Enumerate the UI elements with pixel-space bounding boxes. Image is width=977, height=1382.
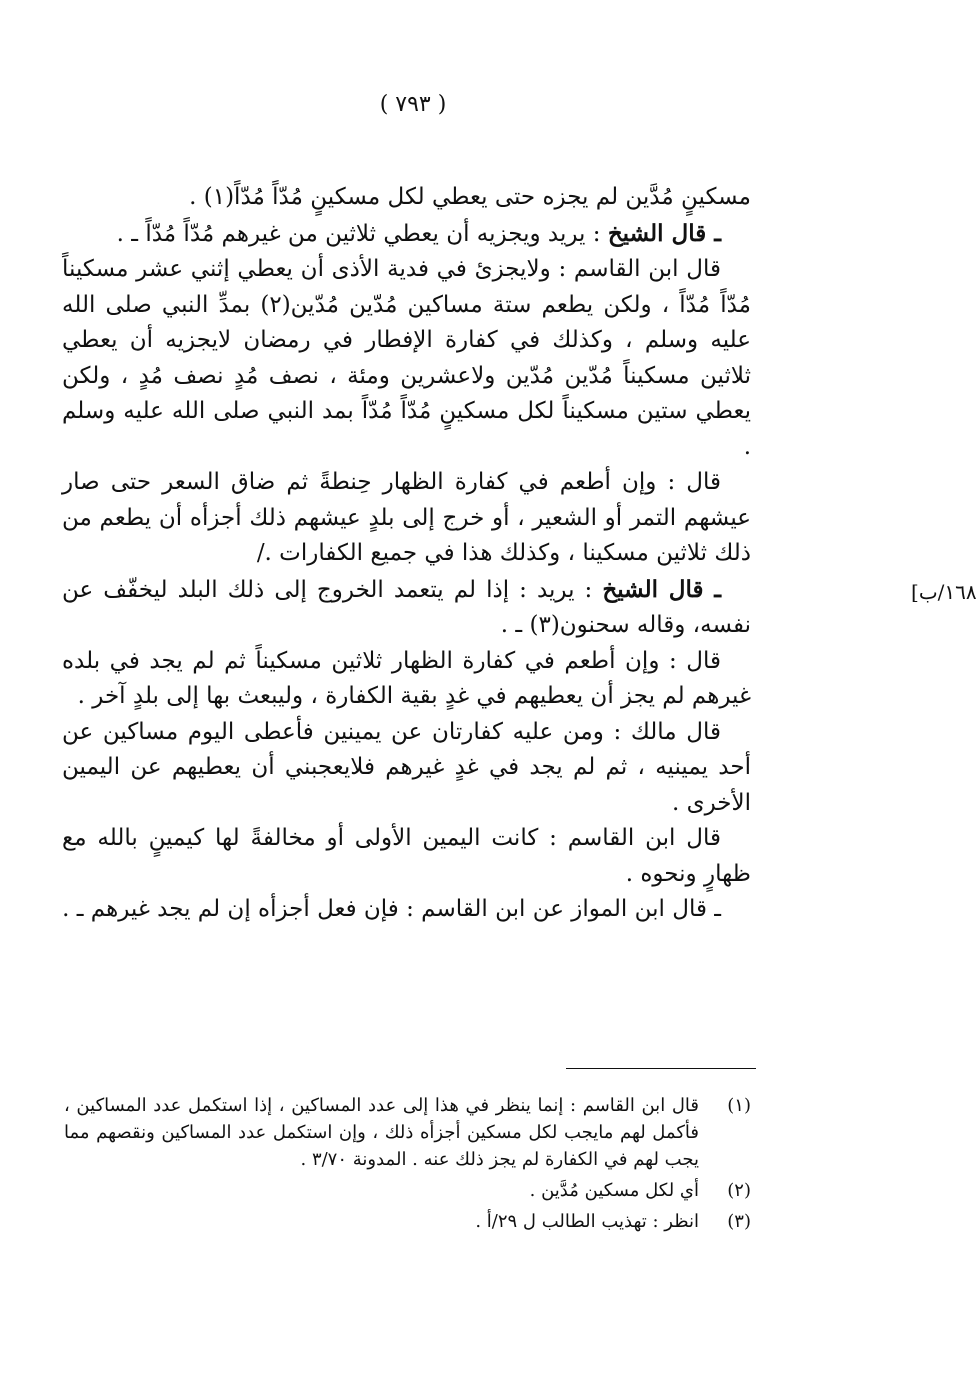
footnote — [64, 1208, 751, 1235]
footnotes — [64, 1092, 751, 1239]
paragraph — [62, 216, 751, 253]
paragraph — [62, 715, 751, 822]
paragraph-text: قال : وإن أطعم في كفارة الظهار حِنطةً ثم ضاق السعر حتى صار عيشهم التمر أو الشعير ، أو خرج إلى بلدٍ عيشهم ذلك أجزأه أن يطعم من ذلك ثلاثين مسكينا ، وكذلك هذا في جميع الكفارات ./ — [62, 469, 751, 566]
footnote-text: قال ابن القاسم : إنما ينظر في هذا إلى عدد المساكين ، إذا استكمل عدد المساكين ، فأكمل لهم مايجب لكل مسكين أجزأه ذلك ، وإن استكمل عدد المساكين ونقصهم مما يجب لهم في الكفارة لم يجز ذلك عنه . المدونة ٣/٧٠ . — [64, 1095, 699, 1170]
paragraph-text: قال مالك : ومن عليه كفارتان عن يمينين فأعطى اليوم مساكين عن أحد يمينيه ، ثم لم يجد في غدٍ غيرهم فلايعجبني أن يعطيهم عن اليمين الأخرى . — [62, 718, 751, 816]
paragraph-text: : يريد : إذا لم يتعمد الخروج إلى ذلك البلد ليخفّف عن نفسه، وقاله سحنون(٣) ـ . — [62, 576, 751, 638]
paragraph — [62, 644, 751, 715]
paragraph — [62, 465, 751, 572]
footnote-number: (٣) — [727, 1211, 751, 1232]
footnote-separator — [566, 1068, 756, 1069]
footnote-number: (١) — [727, 1095, 751, 1116]
footnote-text: انظر : تهذيب الطالب ل ٢٩/أ . — [475, 1211, 699, 1232]
footnote-text: أي لكل مسكين مُدَّين . — [529, 1180, 699, 1201]
paragraph-text: ـ قال ابن المواز عن ابن القاسم : فإن فعل أجزأه إن لم يجد غيرهم ـ . — [62, 896, 721, 922]
body-text — [62, 180, 751, 928]
paragraph-text: مسكينٍ مُدَّين لم يجزه حتى يعطي لكل مسكينٍ مُدّاً مُدّاً(١) . — [189, 184, 751, 210]
footnote — [64, 1177, 751, 1204]
paragraph — [62, 252, 751, 465]
paragraph-text: قال ابن القاسم : ولايجزئ في فدية الأذى أن يعطي إثني عشر مسكيناً مُدّاً مُدّاً ، ولكن يطعم ستة مساكين مُدّين مُدّين(٢) بمدِّ النبي صلى الله عليه وسلم ، وكذلك في كفارة الإفطار في رمضان لايجزيه أن يعطي ثلاثين مسكيناً مُدّين مُدّين ولاعشرين ومئة ، نصف مُدٍ نصف مُدٍ ، ولكن يعطي ستين مسكيناً لكل مسكينٍ مُدّاً مُدّاً بمد النبي صلى الله عليه وسلم . — [62, 256, 751, 460]
margin-folio-note: [١٦٨/ب — [911, 580, 977, 604]
paragraph-text: قال ابن القاسم : كانت اليمين الأولى أو مخالفةً لها كيمينٍ بالله مع ظهارٍ ونحوه . — [62, 825, 751, 887]
speaker-lead: ـ قال الشيخ — [602, 575, 721, 603]
paragraph-text: قال : وإن أطعم في كفارة الظهار ثلاثين مسكيناً ثم لم يجد في بلده غيرهم لم يجز أن يعطيهم في غدٍ بقية الكفارة ، وليبعث بها إلى بلدٍ آخر . — [62, 647, 751, 709]
paragraph-text: : يريد ويجزيه أن يعطي ثلاثين من غيرهم مُدّاً مُدّاً ـ . — [116, 220, 601, 247]
speaker-lead: ـ قال الشيخ — [607, 219, 721, 247]
paragraph — [62, 180, 751, 216]
footnote-number: (٢) — [727, 1180, 751, 1201]
page-number: ( ٧٩٣ ) — [379, 92, 447, 117]
paragraph — [62, 892, 751, 928]
paragraph — [62, 821, 751, 892]
paragraph — [62, 572, 751, 644]
footnote — [64, 1092, 751, 1173]
